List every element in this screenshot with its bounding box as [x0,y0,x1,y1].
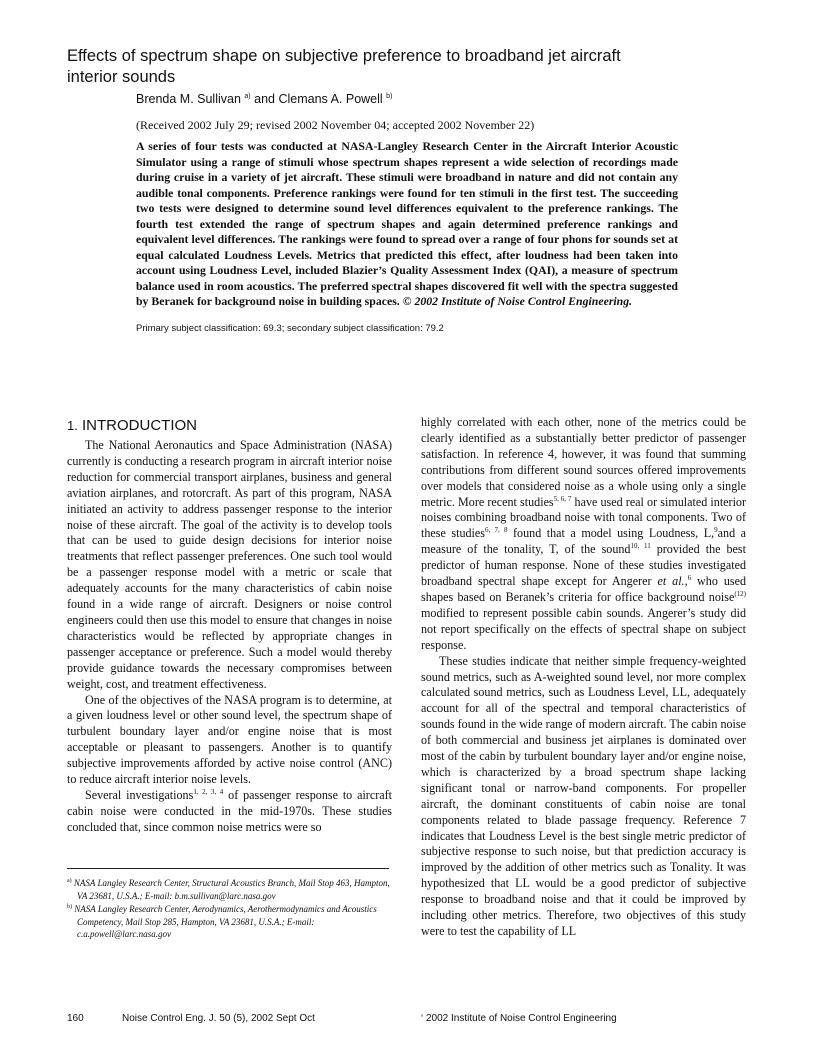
paragraph: These studies indicate that neither simple frequency-weighted sound metrics, such as A-weighted sound level, nor more complex calculated sound metrics, such as Loudness Level, LL, adequately account for all of the spectral and temporal characteristics of sounds found in the wide range of modern aircraft. The cabin noise of both commercial and business jet airplanes is dominated over most of the cabin by turbulent boundary layer and/or engine noise, which is characterized by a broad spectrum shape lacking significant tonal or narrow-band components. For propeller aircraft, the dominant constituents of cabin noise are tonal components related to blade passage frequency. Reference 7 indicates that Loudness Level is the best single metric predictor of subjective response to such noise, but that prediction accuracy is improved by the addition of other metrics such as Tonality. It was hypothesized that LL would be a good predictor of subjective response to broadband noise and that it could be improved by including other metrics. Therefore, two objectives of this study were to test the capability of LL [421,653,746,938]
footnote-text: NASA Langley Research Center, Structural Acoustics Branch, Mail Stop 463, Hampton, VA 23681, U.S.A.; E-mail: b.m.sullivan@larc.nasa.gov [73,878,390,901]
footnote-mark: b) [67,904,72,910]
footnote-b [67,903,392,941]
text-run: found that a model using Loudness, L, [507,526,715,541]
citation: 10, 11 [630,542,651,551]
citation: 9 [714,526,718,535]
text-run: have used real or simulated interior noises combining broadband noise with tonal components. Two of these studies [421,494,747,541]
author-affiliation-mark-2: b) [386,93,393,100]
text-run: of passenger response to aircraft cabin noise were conducted in the mid-1970s. These studies concluded that, since common noise metrics were so [67,787,392,834]
author-conjunction: and [254,92,275,106]
journal-citation: Noise Control Eng. J. 50 (5), 2002 Sept Oct [122,1013,315,1024]
paragraph [421,415,746,654]
received-dates: (Received 2002 July 29; revised 2002 November 04; accepted 2002 November 22) [136,118,535,132]
author-line [136,92,392,106]
citation: 6, 7, 8 [484,526,508,535]
footnotes [67,877,392,942]
footnote-a [67,877,392,902]
abstract-copyright: © 2002 Institute of Noise Control Engineering. [402,294,633,308]
section-heading [67,417,392,434]
page-number: 160 [67,1013,84,1024]
section-title: INTRODUCTION [82,417,198,434]
left-column [67,417,392,836]
paragraph [67,788,392,836]
text-run: highly correlated with each other, none of the metrics could be clearly identified as a substantially better predictor of passenger satisfaction. In reference 4, however, it was found that summing contributions from different sound sources offered improvements over models that considered noise as a whole using only a single metric. More recent studies [421,415,746,509]
citation: 1, 2, 3, 4 [193,787,224,796]
footnote-divider [67,868,389,869]
author-affiliation-mark-1: a) [244,93,251,100]
abstract [136,139,678,310]
paper-title: Effects of spectrum shape on subjective preference to broadband jet aircraft interior sounds [67,47,621,86]
subject-classification: Primary subject classification: 69.3; secondary subject classification: 79.2 [136,323,444,334]
footnote-mark: a) [67,878,72,884]
right-column [421,415,746,940]
footer-copyright: ‘ 2002 Institute of Noise Control Engineering [421,1013,617,1024]
text-run: and a measure of the tonality, T, of the sound [421,526,747,557]
text-run: modified to represent possible cabin sounds. Angerer’s study did not report specifically on the effects of spectral shape on subject response. [421,605,746,652]
section-number: 1. [67,418,78,433]
text-run: who used shapes based on Beranek’s criteria for office background noise [421,574,746,604]
paragraph: One of the objectives of the NASA program is to determine, at a given loudness level or other sound level, the spectrum shape of turbulent boundary layer and/or engine noise that is most acceptable or pleasant to passengers. Another is to quantify subjective improvements afforded by active noise control (ANC) to reduce aircraft interior noise levels. [67,692,392,787]
author-name-2: Clemans A. Powell [278,92,383,106]
citation: 6 [687,574,692,583]
text-run: provided the best predictor of human response. None of these studies investigated broadband spectral shape except for Angerer [421,542,746,589]
abstract-text: A series of four tests was conducted at NASA-Langley Research Center in the Aircraft Interior Acoustic Simulator using a range of stimuli whose spectrum shapes represent a wide selection of recordings made during cruise in a variety of jet aircraft. These stimuli were broadband in nature and did not contain any audible tonal components. Preference rankings were found for ten stimuli in the first test. The succeeding two tests were designed to determine sound level differences equivalent to the preference rankings. The fourth test extended the range of spectrum shapes and again determined preference rankings and equivalent level differences. The rankings were found to spread over a range of four phons for sounds set at equal calculated Loudness Levels. Metrics that predicted this effect, after loudness had been taken into account using Loudness Level, included Blazier’s Quality Assessment Index (QAI), a measure of spectrum balance used in room acoustics. The preferred spectral shapes discovered fit well with the spectra suggested by Beranek for background noise in building spaces. [136,139,678,308]
footnote-text: NASA Langley Research Center, Aerodynamics, Aerothermodynamics and Acoustics Competency, Mail Stop 285, Hampton, VA 23681, U.S.A.; E-mail: c.a.powell@larc.nasa.gov [74,904,377,939]
citation: (12) [734,589,746,598]
text-run-italic: et al. [657,574,685,589]
text-run: , [684,574,688,589]
citation: 5, 6, 7 [553,494,572,503]
text-run: Several investigations [85,787,194,802]
paragraph: The National Aeronautics and Space Administration (NASA) currently is conducting a research program in aircraft interior noise reduction for commercial transport airplanes, business and general aviation airplanes, and rotorcraft. As part of this program, NASA initiated an activity to address passenger response to the interior noise of these aircraft. The goal of the activity is to develop tools that can be used to guide design decisions for interior noise treatments that reflect passenger preferences. One such tool would be a passenger response model with a metric or scale that adequately accounts for the many characteristics of cabin noise found in a wide range of aircraft. Designers or noise control engineers could then use this model to ensure that changes in noise characteristics would be reflected by appropriate changes in passenger acceptance or preference. Such a model would thereby provide guidance towards the necessary compromises between weight, cost, and treatment effectiveness. [67,438,392,691]
author-name-1: Brenda M. Sullivan [136,92,241,106]
